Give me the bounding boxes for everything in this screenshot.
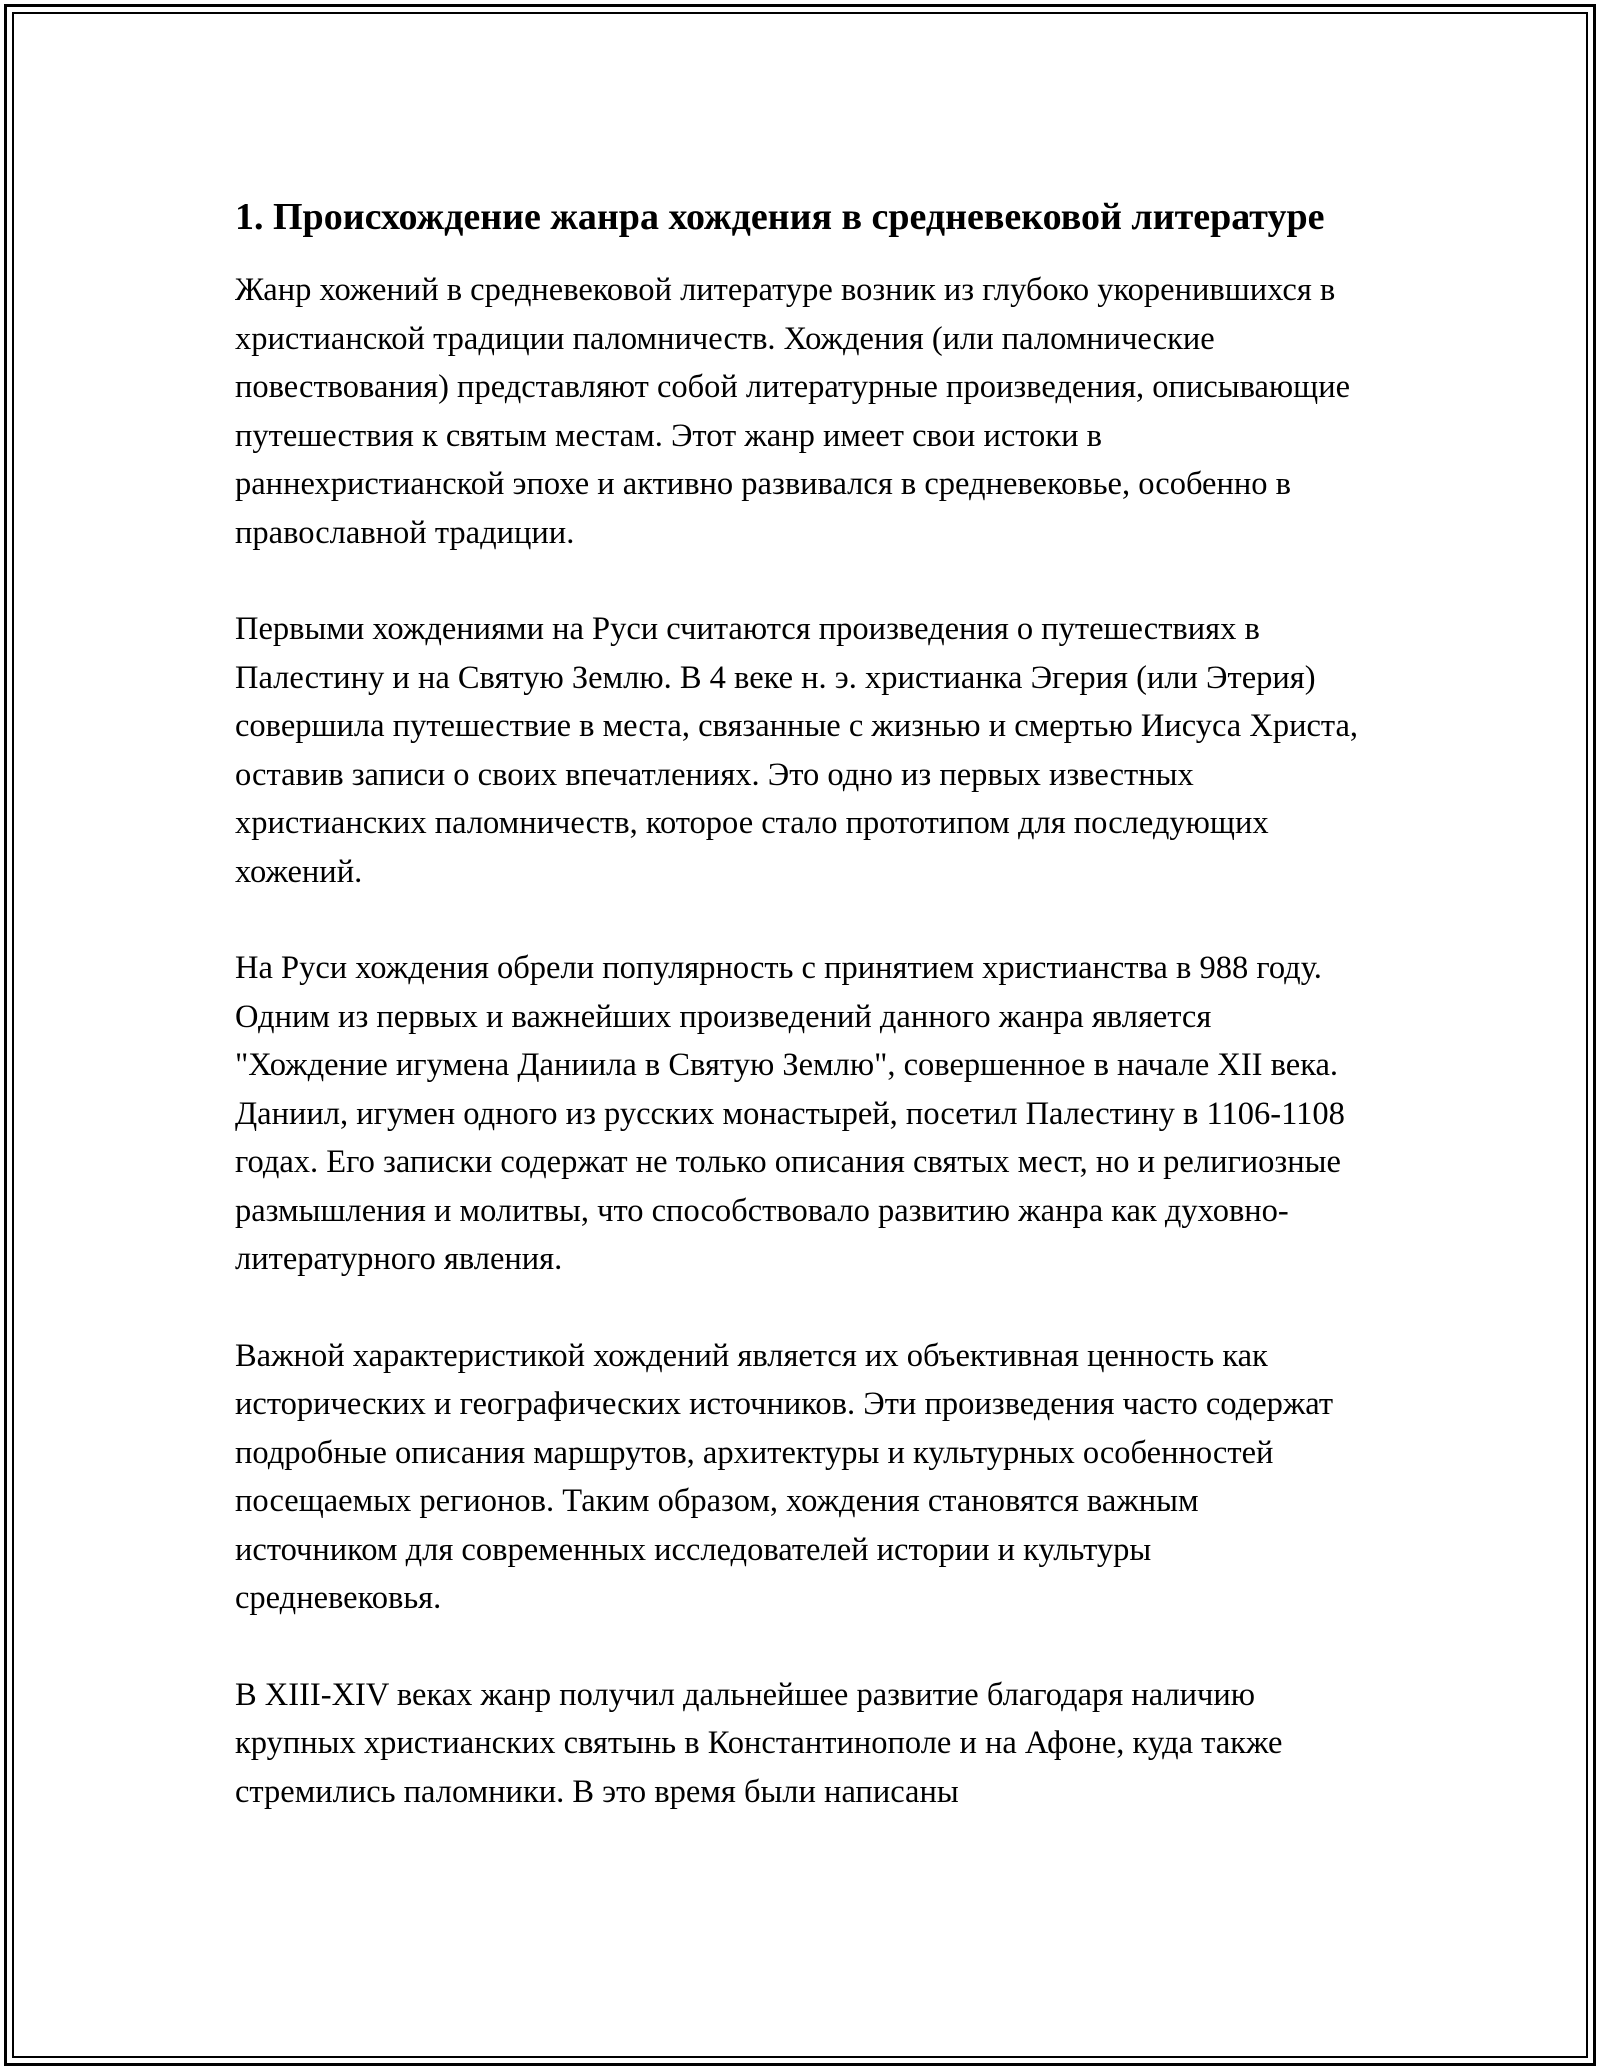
paragraph-first-pilgrimages: Первыми хождениями на Руси считаются произведения о путешествиях в Палестину и на Святую Землю. В 4 веке н. э. христианка Эгерия (или Этерия) совершила путешествие в места, связанные с жизнью и смертью Иисуса Христа, оставив записи о своих впечатлениях. Это одно из первых известных христианских паломничеств, которое стало прототипом для последующих хожений. [235, 611, 1359, 890]
paragraph-later-development: В XIII-XIV веках жанр получил дальнейшее развитие благодаря наличию крупных христианских святынь в Константинополе и на Афоне, куда также стремились паломники. В это время были написаны [235, 1676, 1283, 1810]
paragraph-origin: Жанр хожений в средневековой литературе возник из глубоко укоренившихся в христианской традиции паломничеств. Хождения (или паломнические повествования) представляют собой литературные произведения, описывающие путешествия к святым местам. Этот жанр имеет свои истоки в раннехристианской эпохе и активно развивался в средневековье, особенно в православной традиции. [235, 272, 1351, 551]
document-body [235, 190, 1365, 1864]
paragraph-historical-value: Важной характеристикой хождений является их объективная ценность как исторических и географических источников. Эти произведения часто содержат подробные описания маршрутов, архитектуры и культурных особенностей посещаемых регионов. Таким образом, хождения становятся важным источником для современных исследователей истории и культуры средневековья. [235, 1337, 1334, 1616]
paragraph-rus-popularity: На Руси хождения обрели популярность с принятием христианства в 988 году. Одним из первых и важнейших произведений данного жанра является "Хождение игумена Даниила в Святую Землю", совершенное в начале XII века. Даниил, игумен одного из русских монастырей, посетил Палестину в 1106-1108 годах. Его записки содержат не только описания святых мест, но и религиозные размышления и молитвы, что способствовало развитию жанра как духовно-литературного явления. [235, 950, 1345, 1277]
section-heading: 1. Происхождение жанра хождения в средневековой литературе [235, 196, 1325, 238]
